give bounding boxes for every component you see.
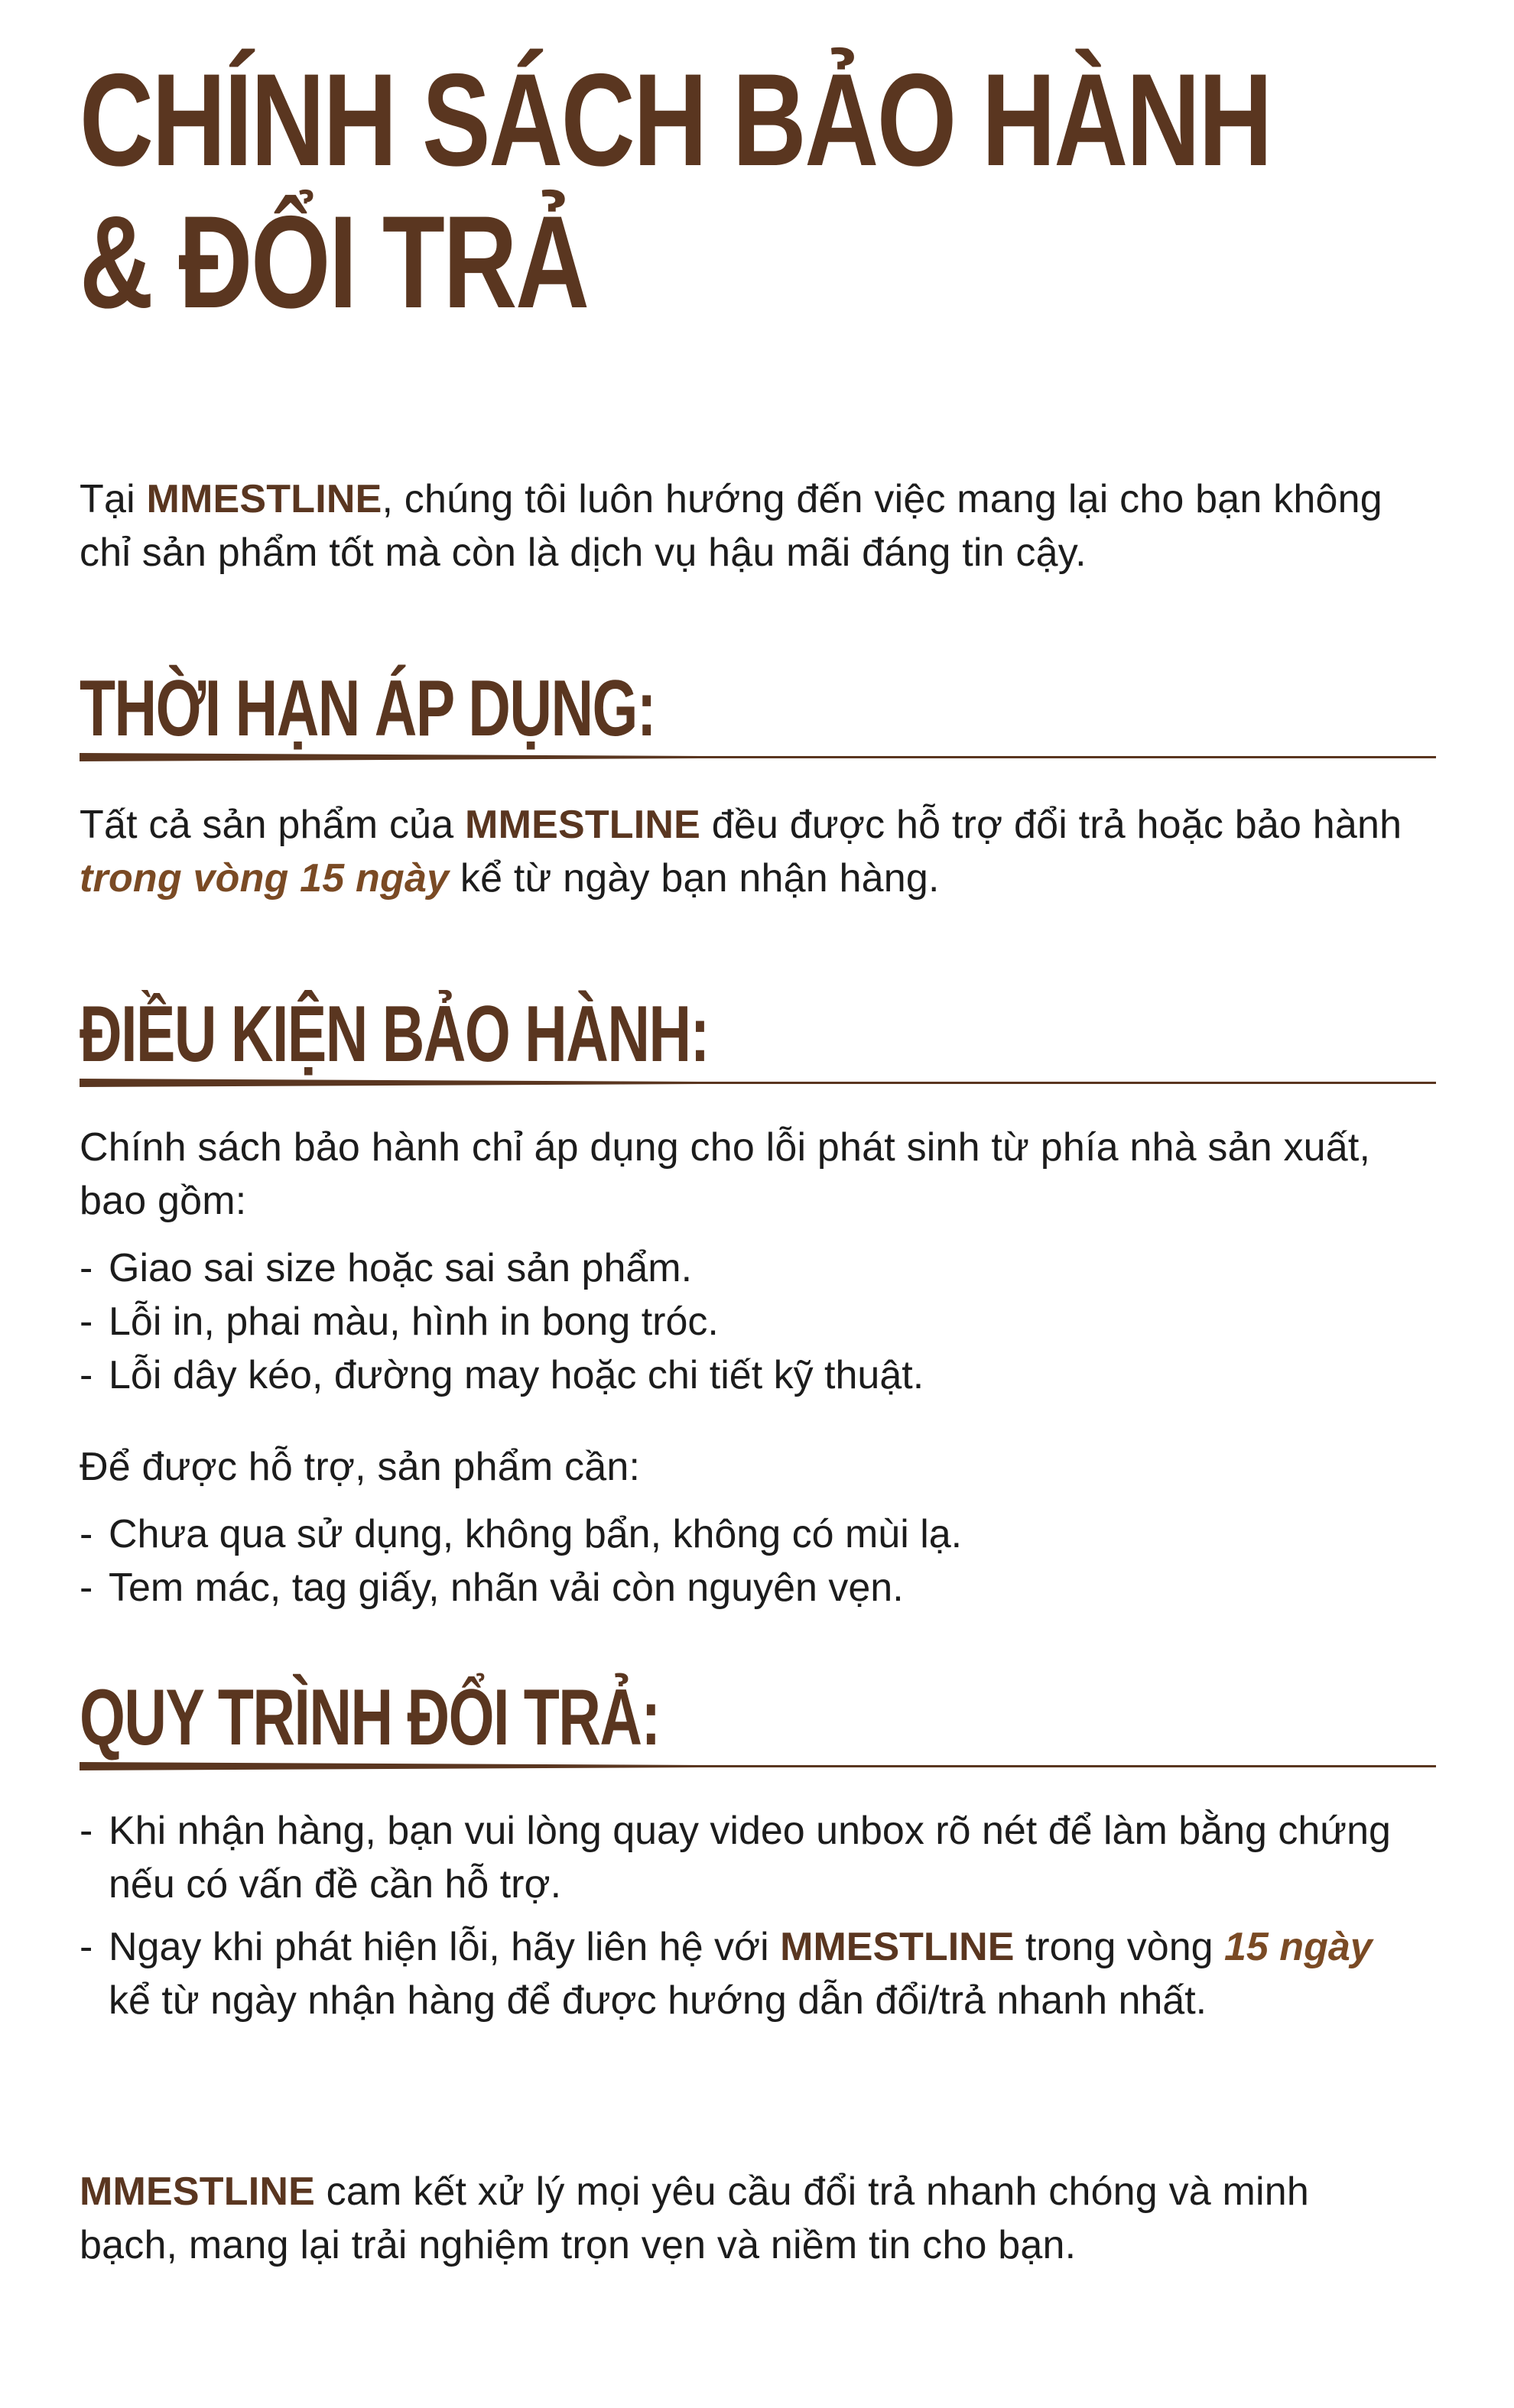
brand-name: MMESTLINE [80,2169,316,2214]
conditions-list [80,1241,1436,1402]
list-item-text: Tem mác, tag giấy, nhãn vải còn nguyên vẹn. [109,1566,904,1610]
list-item-text: Lỗi dây kéo, đường may hoặc chi tiết kỹ thuật. [109,1353,924,1397]
list-marker: - [80,1566,93,1610]
brand-name: MMESTLINE [780,1925,1015,1969]
intro-paragraph-block [80,472,1436,579]
list-item [80,1507,1436,1561]
brand-name: MMESTLINE [146,477,382,521]
validity-paragraph-block [80,798,1436,905]
list-item-text: Chưa qua sử dụng, không bẩn, không có mùi lạ. [109,1512,963,1556]
list-marker: - [80,1925,93,1969]
section-heading-process [80,1673,1436,1780]
conditions-intro: Chính sách bảo hành chỉ áp dụng cho lỗi phát sinh từ phía nhà sản xuất, bao gồm: [80,1125,1371,1223]
closing-text: cam kết xử lý mọi yêu cầu đổi trả nhanh chóng và minh bạch, mang lại trải nghiệm trọn vẹn và niềm tin cho bạn. [80,2169,1310,2267]
list-marker: - [80,1246,93,1290]
list-item [80,1561,1436,1615]
contact-period-emphasis: 15 ngày [1224,1925,1373,1969]
list-item [80,1348,1436,1402]
section-title-process: QUY TRÌNH ĐỔI TRẢ: [80,1673,660,1762]
closing-block [80,2165,1436,2272]
validity-text-2: đều được hỗ trợ đổi trả hoặc bảo hành [700,803,1402,847]
list-item [80,1241,1436,1295]
list-item-text: kể từ ngày nhận hàng để được hướng dẫn đổi/trả nhanh nhất. [109,1978,1207,2023]
section-heading-validity [80,664,1436,771]
validity-text-1: Tất cả sản phẩm của [80,803,466,847]
process-block [80,1804,1436,2027]
intro-paragraph [80,472,1436,579]
section-title-conditions: ĐIỀU KIỆN BẢO HÀNH: [80,990,709,1079]
list-item-text: trong vòng [1014,1925,1225,1969]
closing-paragraph [80,2165,1410,2272]
list-item-text: Lỗi in, phai màu, hình in bong tróc. [109,1300,719,1344]
intro-text-2: , chúng tôi luôn hướng đến việc mang lại cho bạn không chỉ sản phẩm tốt mà còn là dịch vụ hậu mãi đáng tin cậy. [80,477,1382,575]
list-marker: - [80,1353,93,1397]
section-title-validity: THỜI HẠN ÁP DỤNG: [80,664,656,753]
page-title-line-1: CHÍNH SÁCH BẢO HÀNH [80,47,1272,193]
page-title-line-2: & ĐỔI TRẢ [80,189,588,336]
brand-name: MMESTLINE [465,803,701,847]
list-marker: - [80,1809,93,1853]
requirements-list [80,1507,1436,1615]
validity-period-emphasis: trong vòng 15 ngày [80,856,450,901]
list-item-text: Giao sai size hoặc sai sản phẩm. [109,1246,693,1290]
requirements-intro: Để được hỗ trợ, sản phẩm cần: [80,1445,641,1489]
process-list [80,1804,1395,2027]
validity-paragraph [80,798,1436,905]
list-item-text: Ngay khi phát hiện lỗi, hãy liên hệ với [109,1925,781,1969]
list-marker: - [80,1300,93,1344]
page-title [80,47,1272,336]
section-heading-conditions [80,989,1436,1096]
conditions-block [80,1121,1436,1615]
intro-text-1: Tại [80,477,147,521]
list-item [80,1295,1436,1348]
heading-underline-accent [80,1079,699,1087]
list-marker: - [80,1512,93,1556]
list-item [80,1804,1395,1911]
heading-underline-accent [80,1762,699,1770]
heading-underline-accent [80,753,699,761]
validity-text-3: kể từ ngày bạn nhận hàng. [449,856,940,901]
list-item-text: Khi nhận hàng, bạn vui lòng quay video unbox rõ nét để làm bằng chứng nếu có vấn đề cần hỗ trợ. [109,1809,1391,1907]
list-item [80,1920,1395,2027]
